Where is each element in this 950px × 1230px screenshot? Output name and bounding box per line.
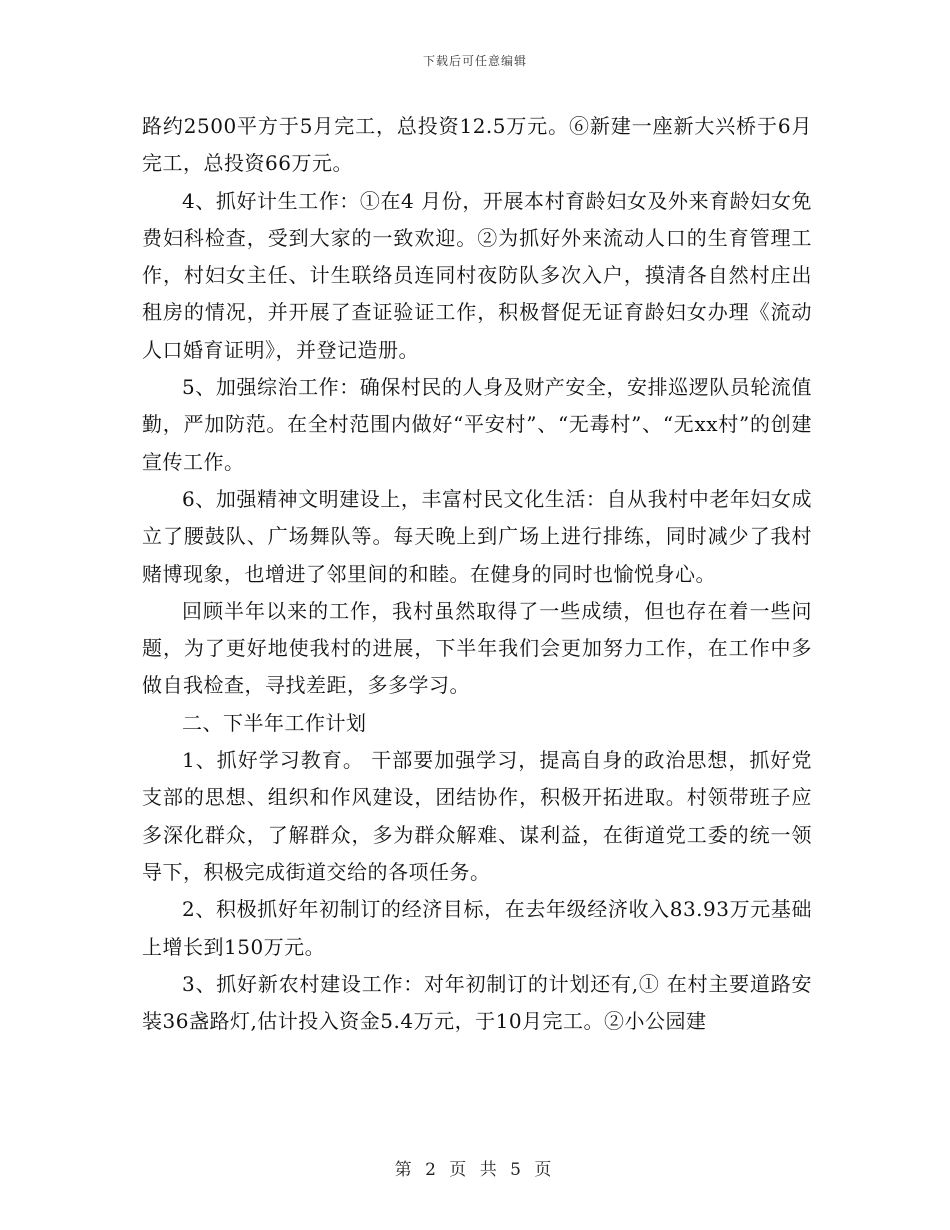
paragraph-study: 1、抓好学习教育。 干部要加强学习，提高自身的政治思想，抓好党支部的思想、组织和作风建设，团结协作，积极开拓进取。村领带班子应多深化群众，了解群众，多为群众解难、谋利益，在街道党工委的统一领导下，积极完成街道交给的各项任务。 bbox=[142, 748, 812, 884]
paragraph-family-planning: 4、抓好计生工作：①在4 月份，开展本村育龄妇女及外来育龄妇女免费妇科检查，受到大家的一致欢迎。②为抓好外来流动人口的生育管理工作，村妇女主任、计生联络员连同村夜防队多次入户，摸清各自然村庄出租房的情况，并开展了查证验证工作，积极督促无证育龄妇女办理《流动人口婚育证明》，并登记造册。 bbox=[142, 188, 812, 362]
page-header: 下载后可任意编辑 bbox=[422, 54, 527, 68]
paragraph-public-security: 5、加强综治工作：确保村民的人身及财产安全，安排巡逻队员轮流值勤，严加防范。在全村范围内做好“平安村”、“无毒村”、“无xx村”的创建宣传工作。 bbox=[142, 375, 812, 474]
section-heading-plan: 二、下半年工作计划 bbox=[182, 710, 367, 735]
paragraph-continuation: 路约2500平方于5月完工，总投资12.5万元。⑥新建一座新大兴桥于6月完工，总投资66万元。 bbox=[142, 114, 812, 176]
page-number: 第 2 页 共 5 页 bbox=[394, 1160, 556, 1180]
paragraph-new-village: 3、抓好新农村建设工作：对年初制订的计划还有,① 在村主要道路安装36盏路灯,估计投入资金5.4万元，于10月完工。②小公园建 bbox=[142, 971, 812, 1034]
paragraph-economy: 2、积极抓好年初制订的经济目标，在去年级经济收入83.93万元基础上增长到150万元。 bbox=[142, 897, 812, 959]
document-body bbox=[142, 108, 812, 1040]
paragraph-review: 回顾半年以来的工作，我村虽然取得了一些成绩，但也存在着一些问题，为了更好地使我村的进展，下半年我们会更加努力工作，在工作中多做自我检查，寻找差距，多多学习。 bbox=[142, 598, 812, 698]
paragraph-civilization: 6、加强精神文明建设上，丰富村民文化生活：自从我村中老年妇女成立了腰鼓队、广场舞队等。每天晚上到广场上进行排练，同时减少了我村赌博现象，也增进了邻里间的和睦。在健身的同时也愉悦身心。 bbox=[142, 486, 812, 586]
